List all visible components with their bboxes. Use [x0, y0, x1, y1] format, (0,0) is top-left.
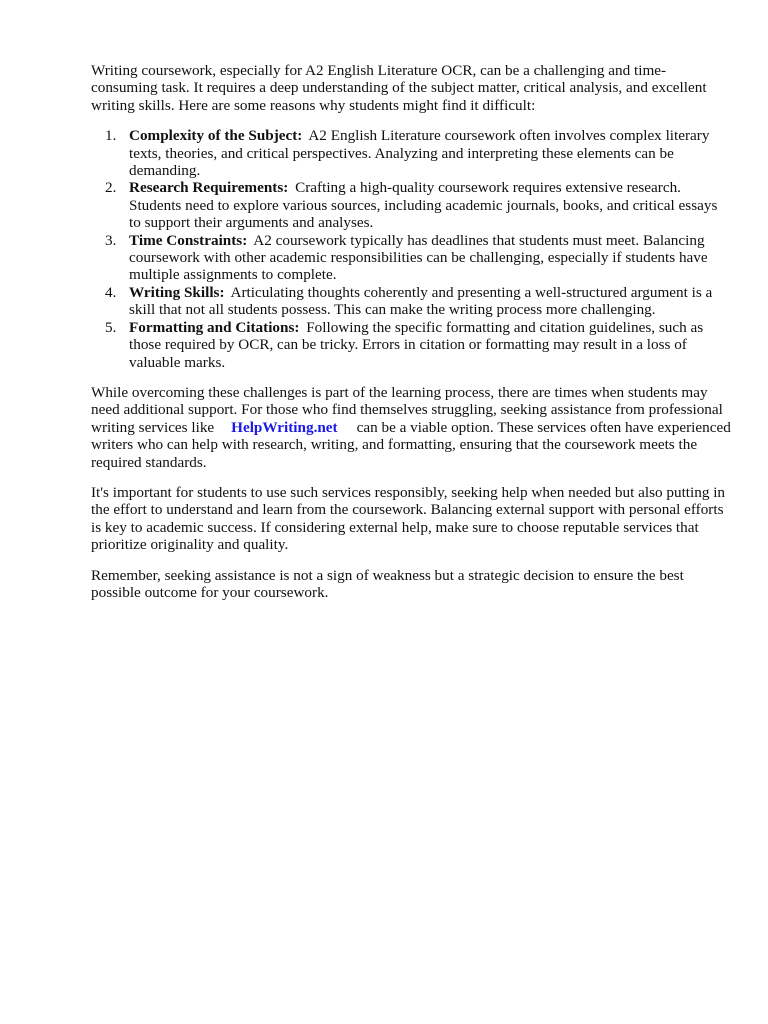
document-page	[91, 62, 731, 601]
list-term: Writing Skills:	[129, 283, 225, 301]
list-number: 5.	[105, 318, 117, 336]
list-number: 2.	[105, 179, 117, 197]
list-term: Complexity of the Subject:	[129, 127, 303, 145]
list-item	[105, 127, 731, 180]
list-text: Following the specific formatting and citation guidelines, such as those required by OCR, can be tricky. Errors in citation or formatting may result in a loss of valuable marks.	[129, 318, 704, 371]
list-number: 1.	[105, 127, 117, 145]
helpwriting-link[interactable]: HelpWriting.net	[231, 418, 338, 436]
list-term: Research Requirements:	[129, 179, 289, 197]
list-text: A2 English Literature coursework often involves complex literary texts, theories, and critical perspectives. Analyzing and interpreting these elements can be demanding.	[129, 127, 710, 180]
closing-paragraph: Remember, seeking assistance is not a sign of weakness but a strategic decision to ensure the best possible outcome for your coursework.	[91, 566, 684, 601]
list-text: Articulating thoughts coherently and presenting a well-structured argument is a skill that not all students possess. This can make the writing process more challenging.	[129, 283, 713, 319]
list-text: A2 coursework typically has deadlines that students must meet. Balancing coursework with other academic responsibilities can be challenging, especially if students have multiple assignments to complete.	[129, 231, 708, 284]
responsibility-paragraph: It's important for students to use such services responsibly, seeking help when needed but also putting in the effort to understand and learn from the coursework. Balancing external support with personal efforts is key to academic success. If considering external help, make sure to choose reputable services that prioritize originality and quality.	[91, 483, 726, 554]
support-text-before: While overcoming these challenges is part of the learning process, there are times when students may need additional support. For those who find themselves struggling, seeking assistance from professional writing services like	[91, 383, 723, 436]
support-paragraph	[91, 384, 731, 471]
list-term: Time Constraints:	[129, 231, 248, 249]
support-text-after: can be a viable option. These services often have experienced writers who can help with research, writing, and formatting, ensuring that the coursework meets the required standards.	[91, 418, 731, 471]
list-term: Formatting and Citations:	[129, 318, 300, 336]
list-item	[105, 318, 731, 371]
list-item	[105, 283, 731, 319]
list-number: 3.	[105, 231, 117, 249]
reasons-list	[91, 127, 731, 371]
intro-paragraph: Writing coursework, especially for A2 English Literature OCR, can be a challenging and time-consuming task. It requires a deep understanding of the subject matter, critical analysis, and excellent writing skills. Here are some reasons why students might find it difficult:	[91, 62, 707, 114]
list-item	[105, 179, 731, 232]
list-item	[105, 231, 731, 284]
list-text: Crafting a high-quality coursework requires extensive research. Students need to explore various sources, including academic journals, books, and critical essays to support their arguments and analyses.	[129, 179, 718, 232]
list-number: 4.	[105, 283, 117, 301]
